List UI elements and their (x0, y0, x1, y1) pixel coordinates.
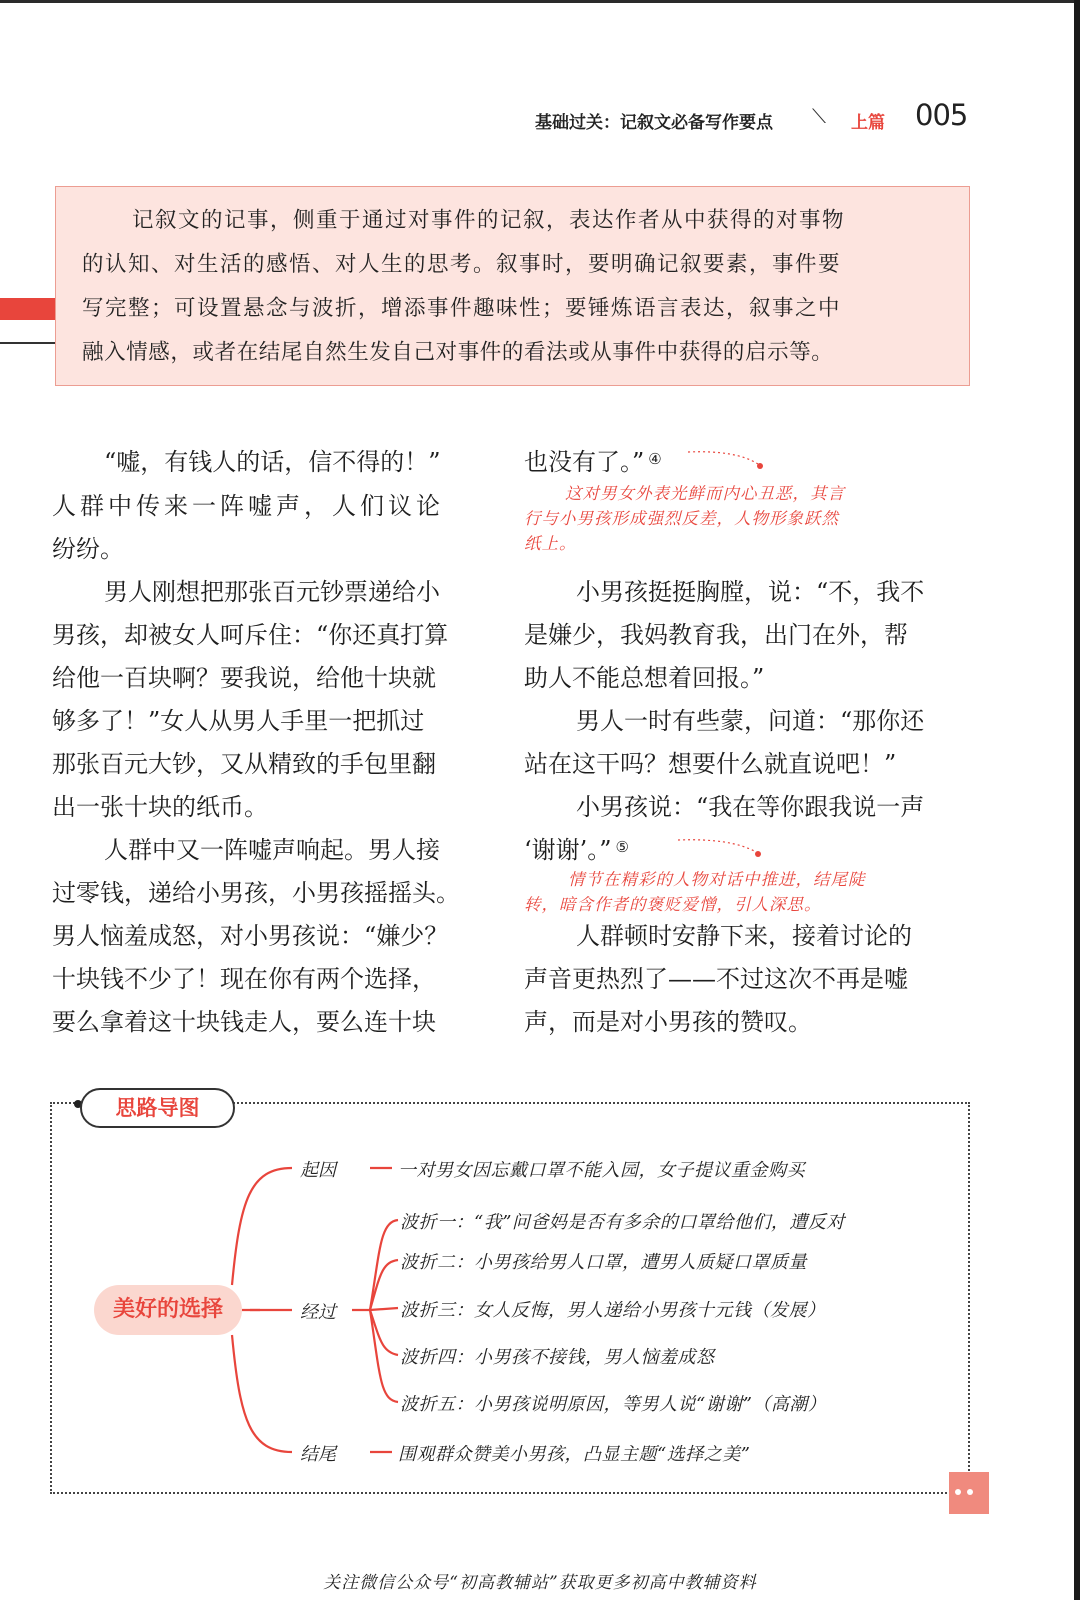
paragraph-line: 给他一百块啊？要我说，给他十块就 (52, 664, 436, 692)
paragraph-line: 要么拿着这十块钱走人，要么连十块 (52, 1008, 436, 1036)
paragraph-line: 人群中又一阵嘘声响起。男人接 (104, 836, 440, 864)
annotation-note: 这对男女外表光鲜而内心丑恶，其言 (565, 484, 845, 503)
header-title: 基础过关：记叙文必备写作要点 (535, 113, 773, 133)
paragraph-line: 助人不能总想着回报。” (524, 664, 765, 692)
annotation-note: 转，暗含作者的褒贬爱憎，引人深思。 (524, 895, 822, 914)
mindmap-cause-text: 一对男女因忘戴口罩不能入园，女子提议重金购买 (398, 1160, 805, 1181)
page-number: 005 (915, 98, 968, 132)
paragraph-line: 过零钱，递给小男孩，小男孩摇摇头。 (52, 879, 460, 907)
mindmap-end-label: 结尾 (300, 1444, 336, 1465)
paragraph-line: 声音更热烈了——不过这次不再是嘘 (524, 965, 908, 993)
header-slash-icon: ⟍ (812, 104, 826, 128)
paragraph-line: 男孩，却被女人呵斥住：“你还真打算 (52, 621, 449, 649)
mindmap-process-label: 经过 (300, 1302, 336, 1323)
corner-dot (955, 1489, 961, 1495)
mindmap-process-item: 波折一：“我”问爸妈是否有多余的口罩给他们，遭反对 (400, 1212, 845, 1233)
paragraph-line: 是嫌少，我妈教育我，出门在外，帮 (524, 621, 908, 649)
paragraph-line: 十块钱不少了！现在你有两个选择， (52, 965, 436, 993)
intro-line: 融入情感，或者在结尾自然生发自己对事件的看法或从事件中获得的启示等。 (82, 340, 834, 365)
paragraph-line: 纷纷。 (52, 535, 124, 563)
mindmap-center: 美好的选择 (94, 1285, 242, 1335)
corner-dot (967, 1489, 973, 1495)
annotation-note: 行与小男孩形成强烈反差，人物形象跃然 (524, 509, 839, 528)
paragraph-text: 也没有了。” (524, 448, 645, 476)
paragraph-line: 男人一时有些蒙，问道：“那你还 (576, 707, 925, 735)
paragraph-line: 站在这干吗？想要什么就直说吧！” (524, 750, 897, 778)
mindmap-cause-label: 起因 (300, 1160, 336, 1181)
paragraph-line: 人群顿时安静下来，接着讨论的 (576, 922, 912, 950)
annotation-marker: ④ (648, 450, 662, 468)
mindmap-process-item: 波折四：小男孩不接钱，男人恼羞成怒 (400, 1347, 715, 1368)
footer-note: 关注微信公众号“初高教辅站”获取更多初高中教辅资料 (323, 1573, 757, 1593)
mindmap-process-item: 波折五：小男孩说明原因，等男人说“谢谢”（高潮） (400, 1394, 827, 1415)
paragraph-line: 够多了！”女人从男人手里一把抓过 (52, 707, 425, 735)
annotation-note: 情节在精彩的人物对话中推进，结尾陡 (568, 870, 866, 889)
paragraph-line: 那张百元大钞，又从精致的手包里翻 (52, 750, 436, 778)
mindmap-title: 思路导图 (80, 1088, 235, 1128)
intro-line: 记叙文的记事，侧重于通过对事件的记叙，表达作者从中获得的对事物 (132, 208, 846, 233)
paragraph-text: ‘谢谢’。” (524, 836, 612, 864)
paragraph-line: 男人恼羞成怒，对小男孩说：“嫌少？ (52, 922, 449, 950)
paragraph-line: 小男孩挺挺胸膛，说：“不，我不 (576, 578, 925, 606)
intro-line: 的认知、对生活的感悟、对人生的思考。叙事时，要明确记叙要素，事件要 (82, 252, 842, 277)
annotation-marker: ⑤ (615, 838, 629, 856)
paragraph-line: “嘘，有钱人的话，信不得的！” (104, 448, 441, 476)
mindmap-end-text: 围观群众赞美小男孩，凸显主题“选择之美” (398, 1444, 751, 1465)
paragraph-line: 小男孩说：“我在等你跟我说一声 (576, 793, 925, 821)
paragraph-line: 声，而是对小男孩的赞叹。 (524, 1008, 812, 1036)
paragraph-line: 男人刚想把那张百元钞票递给小 (104, 578, 440, 606)
header-section: 上篇 (851, 113, 885, 133)
annotation-note: 纸上。 (524, 534, 577, 553)
paragraph-line: 出一张十块的纸币。 (52, 793, 268, 821)
mindmap-process-item: 波折三：女人反悔，男人递给小男孩十元钱（发展） (400, 1300, 826, 1321)
paragraph-line: 人群中传来一阵嘘声，人们议论 (52, 492, 444, 520)
intro-line: 写完整；可设置悬念与波折，增添事件趣味性；要锤炼语言表达，叙事之中 (82, 296, 842, 321)
mindmap-process-item: 波折二：小男孩给男人口罩，遭男人质疑口罩质量 (400, 1252, 807, 1273)
